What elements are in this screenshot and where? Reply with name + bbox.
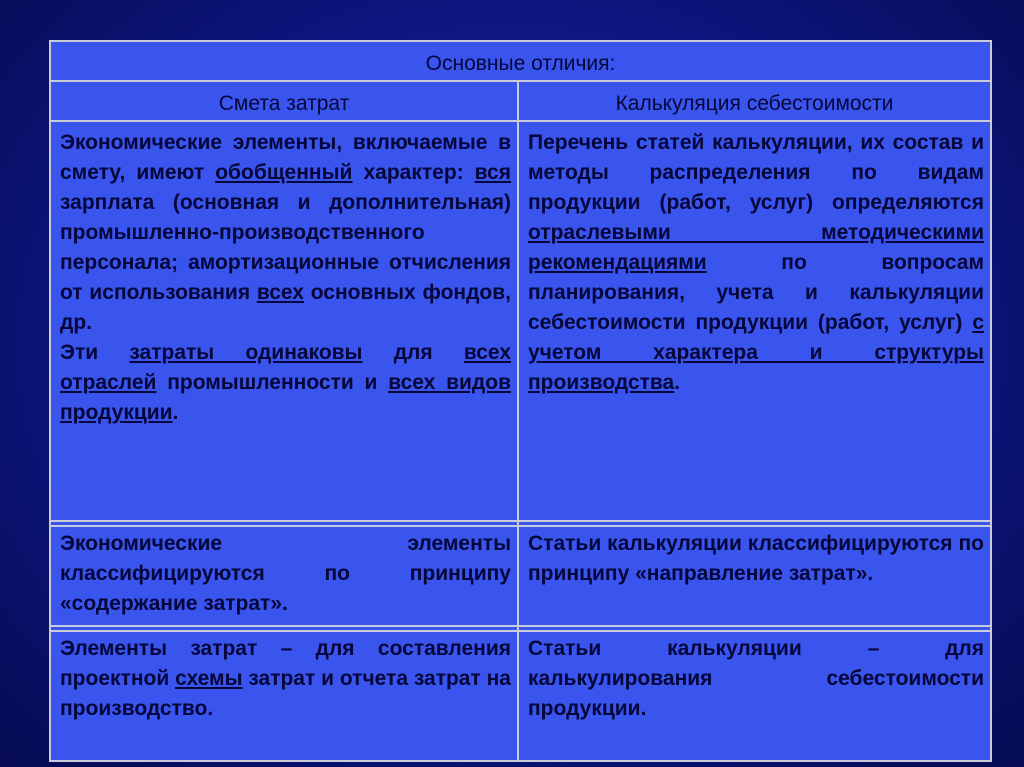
text-run: Экономические элементы, включаемые в смету, имеют xyxy=(60,131,511,184)
row3-left-text xyxy=(60,634,511,724)
text-run: Экономические элементы классифицируются по принципу «содержание затрат». xyxy=(60,532,511,615)
underlined-text: всех отраслей xyxy=(60,341,512,394)
table-row xyxy=(50,121,991,521)
row1-right-cell xyxy=(518,121,991,521)
text-run: . xyxy=(674,371,681,394)
text-run: по вопросам планирования, учета и калькуляции себестоимости продукции (работ, услуг) xyxy=(528,251,984,334)
row1-left-text-2 xyxy=(60,338,511,428)
underlined-text: обобщенный xyxy=(215,161,353,184)
text-run: зарплата (основная и дополнительная) промышленно-производственного персонала; амортизационные отчисления от использования xyxy=(60,191,511,304)
row3-left-cell xyxy=(50,631,518,761)
underlined-text: схемы xyxy=(175,667,243,690)
text-run: промышленности и xyxy=(156,371,389,394)
text-run: основных фондов, др. xyxy=(60,281,511,334)
row2-left-cell xyxy=(50,526,518,626)
row2-left-text xyxy=(60,529,511,619)
underlined-text: затраты одинаковы xyxy=(129,341,363,364)
column-header-cost-estimate: Смета затрат xyxy=(50,81,518,121)
comparison-table xyxy=(49,40,992,762)
text-run: характер: xyxy=(352,161,475,184)
row3-right-cell xyxy=(518,631,991,761)
underlined-text: с учетом характера и структуры производства xyxy=(528,311,984,394)
text-run: Статьи калькуляции классифицируются по принципу «направление затрат». xyxy=(528,532,984,585)
text-run: Статьи калькуляции – для калькулирования себестоимости продукции. xyxy=(528,637,984,720)
row1-left-cell xyxy=(50,121,518,521)
underlined-text: всех xyxy=(256,281,304,304)
row2-right-cell xyxy=(518,526,991,626)
row2-right-text xyxy=(528,529,984,589)
underlined-text: отраслевыми методическими рекомендациями xyxy=(528,221,984,274)
row1-right-text xyxy=(528,128,984,398)
underlined-text: вся xyxy=(474,161,511,184)
table-title: Основные отличия: xyxy=(50,41,991,81)
table-row xyxy=(50,631,991,761)
row3-right-text xyxy=(528,634,984,724)
underlined-text: всех видов продукции xyxy=(60,371,511,424)
row1-left-text xyxy=(60,128,511,338)
text-run: . xyxy=(172,401,179,424)
text-run: Элементы затрат – для составления проектной xyxy=(60,637,511,690)
text-run: Перечень статей калькуляции, их состав и методы распределения по видам продукции (работ, услуг) определяются xyxy=(528,131,984,214)
column-header-cost-calculation: Калькуляция себестоимости xyxy=(518,81,991,121)
text-run: Эти xyxy=(60,341,130,364)
table-row xyxy=(50,526,991,626)
text-run: для xyxy=(362,341,464,364)
text-run: затрат и отчета затрат на производство. xyxy=(60,667,511,720)
